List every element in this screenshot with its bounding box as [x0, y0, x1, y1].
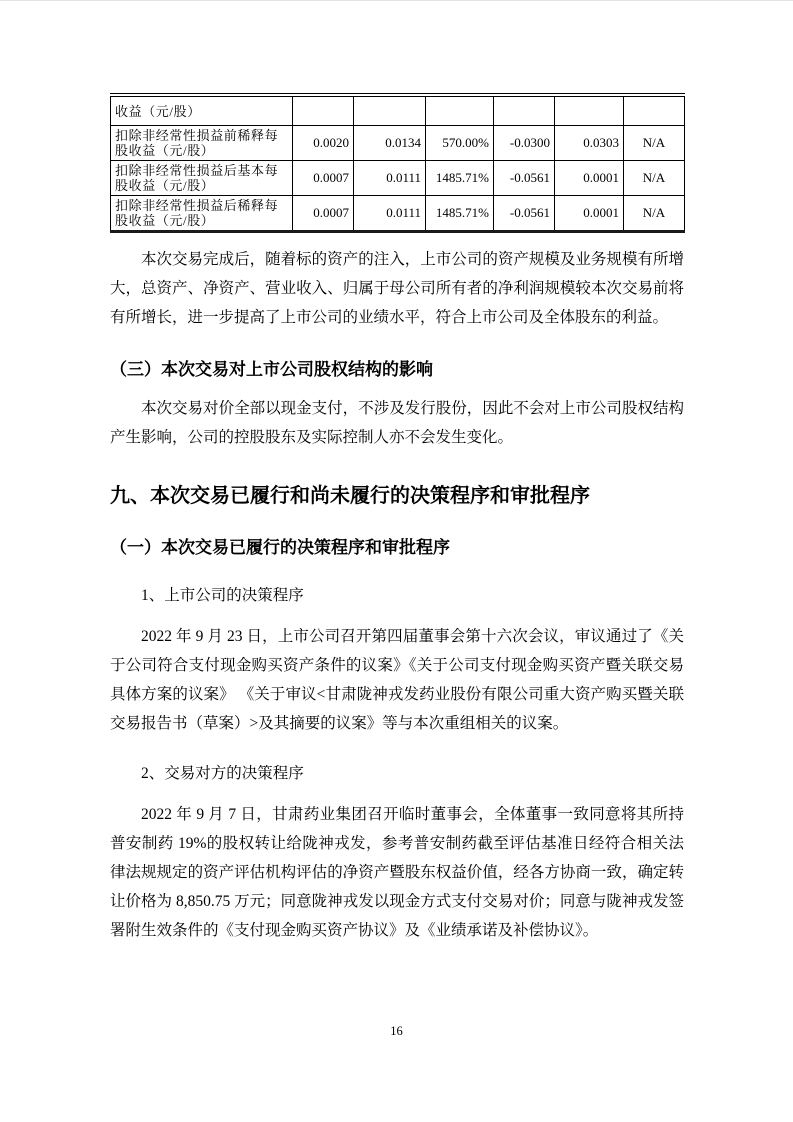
table-cell: -0.0561	[494, 196, 555, 232]
table-row	[111, 95, 685, 126]
table-row	[111, 196, 685, 232]
page-number: 16	[390, 1024, 403, 1038]
heading-chapter-9-procedures: 九、本次交易已履行和尚未履行的决策程序和审批程序	[110, 485, 590, 507]
table-cell: 0.0001	[555, 196, 624, 232]
table-cell	[555, 95, 624, 126]
table-cell	[494, 95, 555, 126]
paragraph-board-meeting-resolutions: 2022 年 9 月 23 日，上市公司召开第四届董事会第十六次会议，审议通过了《关于公司符合支付现金购买资产条件的议案》《关于公司支付现金购买资产暨关联交易具体方案的议案》 《关于审议<甘肃陇神戎发药业股份有限公司重大资产购买暨关联交易报告书（草案）>及其摘要的议案》等与本次重组相关的议案。	[110, 628, 684, 732]
row-label: 收益（元/股）	[111, 95, 293, 126]
table-row	[111, 126, 685, 161]
paragraph-counterparty-board-resolution: 2022 年 9 月 7 日，甘肃药业集团召开临时董事会，全体董事一致同意将其所持普安制药 19%的股权转让给陇神戎发，参考普安制药截至评估基准日经符合相关法律法规规定的资产评估机构评估的净资产暨股东权益价值，经各方协商一致，确定转让价格为 8,850.75 万元；同意陇神戎发以现金方式支付交易对价；同意与陇神戎发签署附生效条件的《支付现金购买资产协议》及《业绩承诺及补偿协议》。	[110, 806, 684, 939]
paragraph-equity-impact: 本次交易对价全部以现金支付，不涉及发行股份，因此不会对上市公司股权结构产生影响，公司的控股股东及实际控制人亦不会发生变化。	[110, 400, 684, 446]
heading-section-3-equity-impact: （三）本次交易对上市公司股权结构的影响	[110, 360, 433, 379]
heading-section-1-completed-procedures: （一）本次交易已履行的决策程序和审批程序	[110, 538, 450, 557]
table-cell: 570.00%	[426, 126, 494, 161]
table-cell: 1485.71%	[426, 161, 494, 196]
table-cell: N/A	[624, 126, 685, 161]
table-cell: 0.0007	[293, 196, 354, 232]
table-cell: N/A	[624, 196, 685, 232]
table-cell: 0.0020	[293, 126, 354, 161]
table-cell	[624, 95, 685, 126]
table-cell: 0.0134	[354, 126, 426, 161]
eps-table	[110, 93, 685, 233]
table-row	[111, 161, 685, 196]
table-cell: 1485.71%	[426, 196, 494, 232]
table-cell: 0.0001	[555, 161, 624, 196]
row-label: 扣除非经常性损益前稀释每股收益（元/股）	[111, 126, 293, 161]
row-label: 扣除非经常性损益后基本每股收益（元/股）	[111, 161, 293, 196]
table-cell: 0.0007	[293, 161, 354, 196]
table-cell: -0.0561	[494, 161, 555, 196]
item-2-counterparty-procedure: 2、交易对方的决策程序	[141, 765, 304, 782]
table-cell: 0.0111	[354, 161, 426, 196]
table-cell: 0.0111	[354, 196, 426, 232]
table-cell: N/A	[624, 161, 685, 196]
table-cell: 0.0303	[555, 126, 624, 161]
table-cell	[293, 95, 354, 126]
table-cell: -0.0300	[494, 126, 555, 161]
table-cell	[426, 95, 494, 126]
paragraph-transaction-growth: 本次交易完成后，随着标的资产的注入，上市公司的资产规模及业务规模有所增大，总资产、净资产、营业收入、归属于母公司所有者的净利润规模较本次交易前将有所增长，进一步提高了上市公司的业绩水平，符合上市公司及全体股东的利益。	[110, 251, 684, 326]
table-cell	[354, 95, 426, 126]
item-1-listed-company-procedure: 1、上市公司的决策程序	[141, 587, 304, 604]
row-label: 扣除非经常性损益后稀释每股收益（元/股）	[111, 196, 293, 232]
